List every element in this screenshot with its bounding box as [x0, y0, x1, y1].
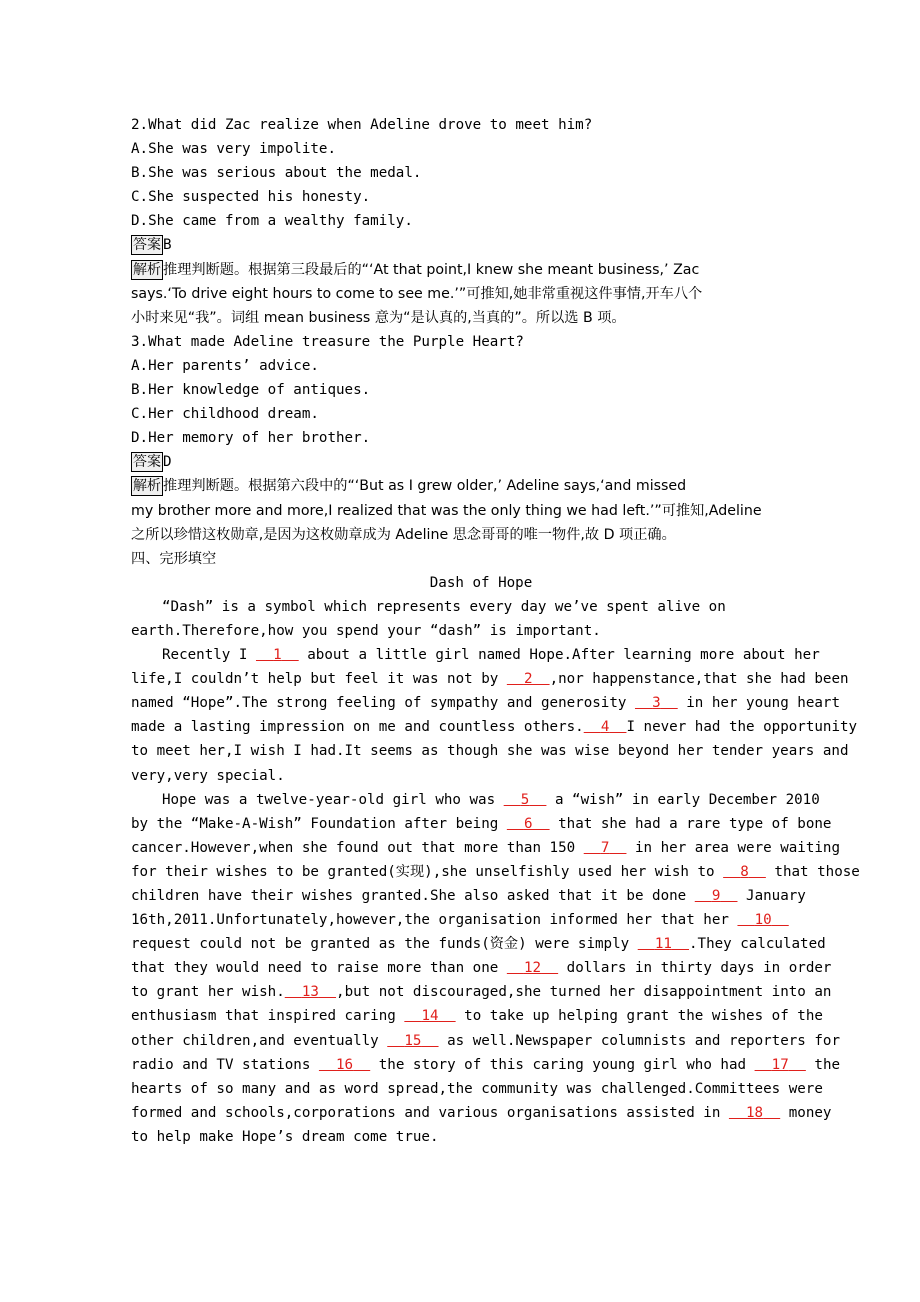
q2-analysis-line-1 — [131, 258, 831, 282]
text-run: money — [780, 1104, 832, 1121]
text-run: by the “Make-A-Wish” Foundation after being — [131, 815, 507, 832]
text-run: about a little girl named Hope.After learning more about her — [298, 647, 820, 664]
text-run: the story of this caring young girl who had — [370, 1056, 755, 1073]
text-run: as well.Newspaper columnists and reporters for — [438, 1032, 840, 1049]
blank-4: 4 — [600, 719, 610, 736]
q3-answer: D — [163, 454, 172, 471]
passage-line — [131, 667, 849, 691]
text-run: other children,and eventually — [131, 1032, 388, 1049]
passage-line: very,very special. — [131, 767, 285, 784]
section-title: 四、完形填空 — [131, 550, 217, 567]
q3-option-a: A.Her parents’ advice. — [131, 357, 319, 374]
blank-6: 6 — [523, 815, 533, 832]
passage-line — [131, 932, 831, 956]
text-run: ,but not discouraged,she turned her disappointment into an — [336, 984, 832, 1001]
blank-5: 5 — [520, 791, 530, 808]
text-run: cancer.However,when she found out that more than 150 — [131, 839, 584, 856]
text-run: the — [805, 1056, 841, 1073]
passage-line: to meet her,I wish I had.It seems as though she was wise beyond her tender years and — [131, 743, 849, 760]
text-run: children have their wishes granted.She also asked that it be done — [131, 888, 695, 904]
blank-12: 12 — [523, 960, 542, 977]
analysis-tag: 解析 — [133, 261, 161, 278]
passage-line — [131, 691, 840, 715]
q2-analysis-text-1: 推理判断题。根据第三段最后的“‘At that point,I knew she meant business,’ Zac — [163, 261, 700, 278]
analysis-tag: 解析 — [133, 478, 161, 495]
q2-analysis-line-3: 小时来见“我”。词组 mean business 意为“是认真的,当真的”。所以选 B 项。 — [131, 309, 626, 326]
q2-stem: 2.What did Zac realize when Adeline drove to meet him? — [131, 117, 593, 133]
text-run: in her area were waiting — [626, 839, 840, 856]
text-run: ,nor happenstance,that she had been — [549, 671, 849, 688]
q2-analysis-line-2: says.‘To drive eight hours to come to see me.’”可推知,她非常重视这件事情,开车八个 — [131, 285, 703, 302]
passage-title: Dash of Hope — [429, 574, 533, 591]
q3-stem: 3.What made Adeline treasure the Purple Heart? — [131, 333, 524, 350]
text-run: dollars in thirty days in order — [558, 960, 832, 977]
q3-answer-line — [131, 450, 831, 474]
blank-3: 3 — [652, 695, 661, 712]
blank-14: 14 — [421, 1008, 439, 1025]
blank-7: 7 — [600, 839, 610, 856]
passage-line — [131, 1053, 841, 1077]
blank-13: 13 — [301, 984, 319, 1001]
answer-tag: 答案 — [133, 454, 161, 471]
document-page — [131, 113, 860, 1149]
blank-15: 15 — [404, 1032, 422, 1049]
blank-1: 1 — [273, 647, 282, 664]
q2-answer: B — [163, 237, 172, 254]
passage-line: to help make Hope’s dream come true. — [131, 1128, 439, 1145]
text-run: enthusiasm that inspired caring — [131, 1008, 405, 1025]
passage-line — [131, 812, 831, 836]
text-run: January — [737, 888, 806, 904]
q3-analysis-line-2: my brother more and more,I realized that was the only thing we had left.’”可推知,Adeline — [131, 502, 762, 519]
q2-option-c: C.She suspected his honesty. — [131, 189, 371, 206]
passage-line — [131, 643, 831, 667]
blank-10: 10 — [754, 912, 772, 929]
passage-line — [131, 1101, 831, 1125]
text-run: formed and schools,corporations and various organisations assisted in — [131, 1104, 729, 1121]
passage-line — [131, 908, 831, 932]
blank-9: 9 — [711, 888, 721, 904]
text-run: in her young heart — [677, 695, 840, 712]
blank-2: 2 — [523, 671, 533, 688]
q2-option-a: A.She was very impolite. — [131, 141, 336, 158]
answer-tag: 答案 — [133, 237, 161, 254]
passage-line — [131, 788, 831, 812]
text-run: for their wishes to be granted(实现),she unselfishly used her wish to — [131, 863, 724, 880]
q2-answer-line — [131, 233, 831, 257]
text-run: 16th,2011.Unfortunately,however,the organisation informed her that her — [131, 912, 738, 929]
q2-option-d: D.She came from a wealthy family. — [131, 213, 413, 230]
blank-16: 16 — [336, 1056, 354, 1073]
blank-11: 11 — [654, 936, 672, 953]
passage-line — [131, 860, 860, 884]
text-run: a “wish” in early December 2010 — [546, 791, 820, 808]
q3-option-c: C.Her childhood dream. — [131, 406, 319, 423]
blank-8: 8 — [740, 863, 749, 880]
text-run: Recently I — [162, 647, 256, 664]
passage-line: earth.Therefore,how you spend your “dash” is important. — [131, 622, 601, 639]
q3-option-b: B.Her knowledge of antiques. — [131, 382, 371, 399]
q3-analysis-text-1: 推理判断题。根据第六段中的“‘But as I grew older,’ Adeline says,‘and missed — [163, 478, 687, 495]
q3-option-d: D.Her memory of her brother. — [131, 430, 371, 447]
text-run: that they would need to raise more than one — [131, 960, 507, 977]
text-run: that she had a rare type of bone — [549, 815, 832, 832]
text-run: request could not be granted as the funds(资金) were simply — [131, 936, 638, 953]
text-run: to take up helping grant the wishes of the — [455, 1008, 823, 1025]
text-run: Hope was a twelve-year-old girl who was — [162, 791, 504, 808]
text-run: I never had the opportunity — [626, 719, 858, 736]
passage-line — [131, 884, 831, 908]
passage-line — [131, 956, 831, 980]
text-run: named “Hope”.The strong feeling of sympathy and generosity — [131, 695, 635, 712]
passage-line: hearts of so many and as word spread,the community was challenged.Committees were — [131, 1080, 823, 1097]
text-run: .They calculated — [689, 936, 826, 953]
passage-line — [131, 1004, 831, 1028]
blank-17: 17 — [771, 1056, 789, 1073]
passage-line — [131, 715, 858, 739]
q3-analysis-line-3: 之所以珍惜这枚勋章,是因为这枚勋章成为 Adeline 思念哥哥的唯一物件,故 D 项正确。 — [131, 526, 676, 543]
text-run: life,I couldn’t help but feel it was not by — [131, 671, 507, 688]
q2-option-b: B.She was serious about the medal. — [131, 165, 422, 182]
passage-line — [131, 836, 840, 860]
text-run: made a lasting impression on me and countless others. — [131, 719, 584, 736]
passage-line: “Dash” is a symbol which represents every day we’ve spent alive on — [162, 598, 726, 615]
q3-analysis-line-1 — [131, 474, 831, 498]
blank-18: 18 — [746, 1104, 764, 1121]
text-run: to grant her wish. — [131, 984, 285, 1001]
passage-line — [131, 980, 831, 1004]
text-run: radio and TV stations — [131, 1056, 319, 1073]
passage-line — [131, 1029, 840, 1053]
text-run: that those — [765, 863, 860, 880]
